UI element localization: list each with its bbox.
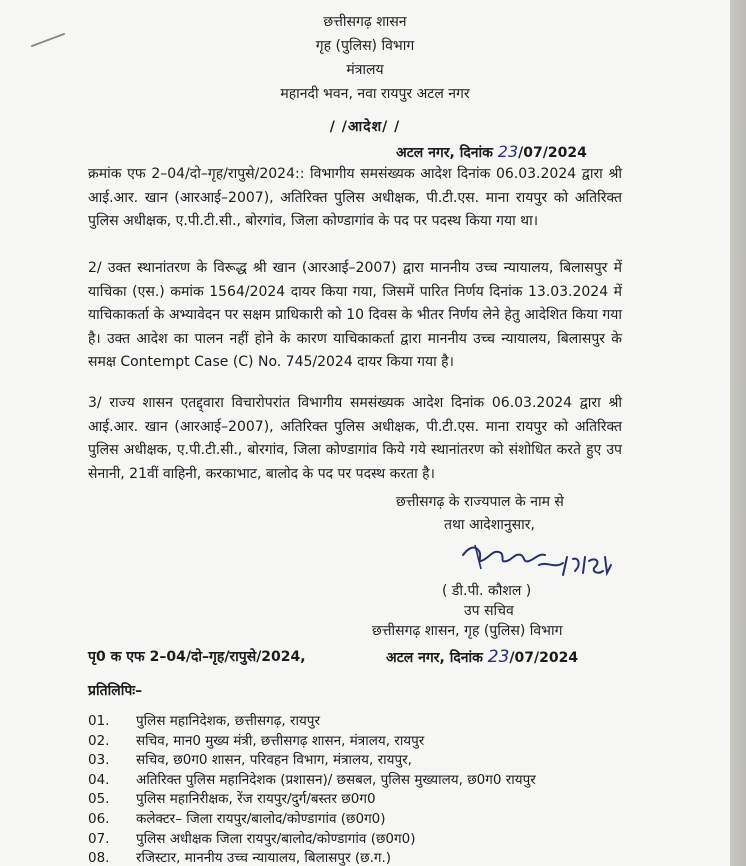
order-date bbox=[396, 142, 587, 162]
copy-item-number: 04. bbox=[88, 771, 110, 788]
page-edge-shadow bbox=[730, 0, 746, 866]
closing-line-2: तथा आदेशानुसार, bbox=[444, 517, 535, 533]
copy-item-number: 05. bbox=[88, 791, 110, 808]
paragraph-3: 3/ राज्य शासन एतद्द्वारा विचारोपरांत विभागीय समसंख्यक आदेश दिनांक 06.03.2024 द्वारा श्री आई.आर. खान (आरआई–2007), अतिरिक्त पुलिस अधीक्षक, पी.टी.एस. माना रायपुर को अतिरिक्त पुलिस अधीक्षक, ए.पी.टी.सी., बोरगांव, जिला कोण्डागांव किये गये स्थानांतरण को संशोधित करते हुए उप सेनानी, 21वीं वाहिनी, करकाभाट, बालोद के पद पर पदस्थ करता है। bbox=[88, 395, 622, 482]
signatory-name: ( डी.पी. कौशल ) bbox=[442, 583, 532, 599]
endorsement-place: अटल नगर, दिनांक bbox=[386, 650, 483, 666]
copy-list-item bbox=[88, 830, 648, 850]
signatory-title: उप सचिव bbox=[464, 603, 514, 619]
paragraph-1: क्रमांक एफ 2–04/दो–गृह/रापुसे/2024:: विभागीय समसंख्यक आदेश दिनांक 06.03.2024 द्वारा श्री आई.आर. खान (आरआई–2007), अतिरिक्त पुलिस अधीक्षक, पी.टी.एस. माना रायपुर को अतिरिक्त पुलिस अधीक्षक, ए.पी.टी.सी., बोरगांव, जिला कोण्डागांव के पद पर पदस्थ किया गया था। bbox=[88, 166, 622, 229]
header-address: महानदी भवन, नवा रायपुर अटल नगर bbox=[280, 86, 470, 102]
copy-item-number: 01. bbox=[88, 713, 110, 729]
endorsement-ref: पृ0 क एफ 2–04/दो–गृह/रापुसे/2024, bbox=[88, 649, 306, 665]
copy-list bbox=[88, 712, 648, 866]
copy-item-text: सचिव, मान0 मुख्य मंत्री, छत्तीसगढ़ शासन, मंत्रालय, रायपुर bbox=[136, 732, 425, 749]
order-date-rest: /07/2024 bbox=[518, 145, 587, 161]
copy-item-number: 08. bbox=[88, 850, 110, 866]
endorsement-line bbox=[88, 647, 648, 666]
copy-item-text: पुलिस महानिरीक्षक, रेंज रायपुर/दुर्ग/बस्तर छ0ग0 bbox=[136, 791, 376, 808]
copy-list-item bbox=[88, 712, 648, 732]
copy-item-text: पुलिस अधीक्षक जिला रायपुर/बालोद/कोण्डागांव (छ0ग0) bbox=[136, 830, 416, 847]
order-title: / /आदेश/ / bbox=[329, 119, 401, 135]
copy-list-item bbox=[88, 751, 648, 771]
copy-list-item bbox=[88, 771, 648, 791]
closing-line-1: छत्तीसगढ़ के राज्यपाल के नाम से bbox=[396, 494, 564, 510]
copy-list-item bbox=[88, 810, 648, 830]
copy-item-number: 03. bbox=[88, 752, 110, 769]
copy-item-number: 07. bbox=[88, 830, 110, 847]
paragraph-2: 2/ उक्त स्थानांतरण के विरूद्ध श्री खान (आरआई–2007) द्वारा माननीय उच्च न्यायालय, बिलासपुर में याचिका (एस.) कमांक 1564/2024 दायर किया गया, जिसमें पारित निर्णय दिनांक 13.03.2024 में याचिकाकर्ता के अभ्यावेदन पर सक्षम प्राधिकारी को 10 दिवस के भीतर निर्णय लेने हेतु आदेशित किया गया है। उक्त आदेश का पालन नहीं होने के कारण याचिकाकर्ता द्वारा माननीय उच्च न्यायालय, बिलासपुर के समक्ष Contempt Case (C) No. 745/2024 दायर किया गया है। bbox=[88, 260, 622, 370]
copy-item-text: सचिव, छ0ग0 शासन, परिवहन विभाग, मंत्रालय, रायपुर, bbox=[136, 752, 412, 769]
copy-item-number: 06. bbox=[88, 810, 110, 827]
endorsement-date-rest: /07/2024 bbox=[509, 650, 579, 666]
copy-item-number: 02. bbox=[88, 732, 110, 749]
header-state: छत्तीसगढ़ शासन bbox=[323, 14, 407, 30]
handwritten-signature bbox=[455, 535, 635, 585]
copy-item-text: अतिरिक्त पुलिस महानिदेशक (प्रशासन)/ छसबल, पुलिस मुख्यालय, छ0ग0 रायपुर bbox=[136, 771, 536, 788]
copy-list-item bbox=[88, 732, 648, 752]
copy-to-label: प्रतिलिपिः– bbox=[88, 683, 143, 699]
signatory-department: छत्तीसगढ़ शासन, गृह (पुलिस) विभाग bbox=[372, 623, 563, 639]
copy-item-text: रजिस्टार, माननीय उच्च न्यायालय, बिलासपुर (छ.ग.) bbox=[136, 850, 392, 866]
copy-list-item bbox=[88, 790, 648, 810]
endorsement-day-handwritten: 23 bbox=[487, 647, 510, 667]
copy-list-item bbox=[88, 849, 648, 866]
header-ministry: मंत्रालय bbox=[346, 62, 384, 78]
endorsement-date bbox=[386, 647, 578, 667]
header-department: गृह (पुलिस) विभाग bbox=[315, 38, 415, 54]
copy-item-text: पुलिस महानिदेशक, छत्तीसगढ़, रायपुर bbox=[136, 713, 320, 729]
copy-item-text: कलेक्टर– जिला रायपुर/बालोद/कोण्डागांव (छ0ग0) bbox=[136, 810, 386, 827]
order-date-day-handwritten: 23 bbox=[497, 142, 519, 161]
order-date-prefix: अटल नगर, दिनांक bbox=[396, 145, 493, 161]
